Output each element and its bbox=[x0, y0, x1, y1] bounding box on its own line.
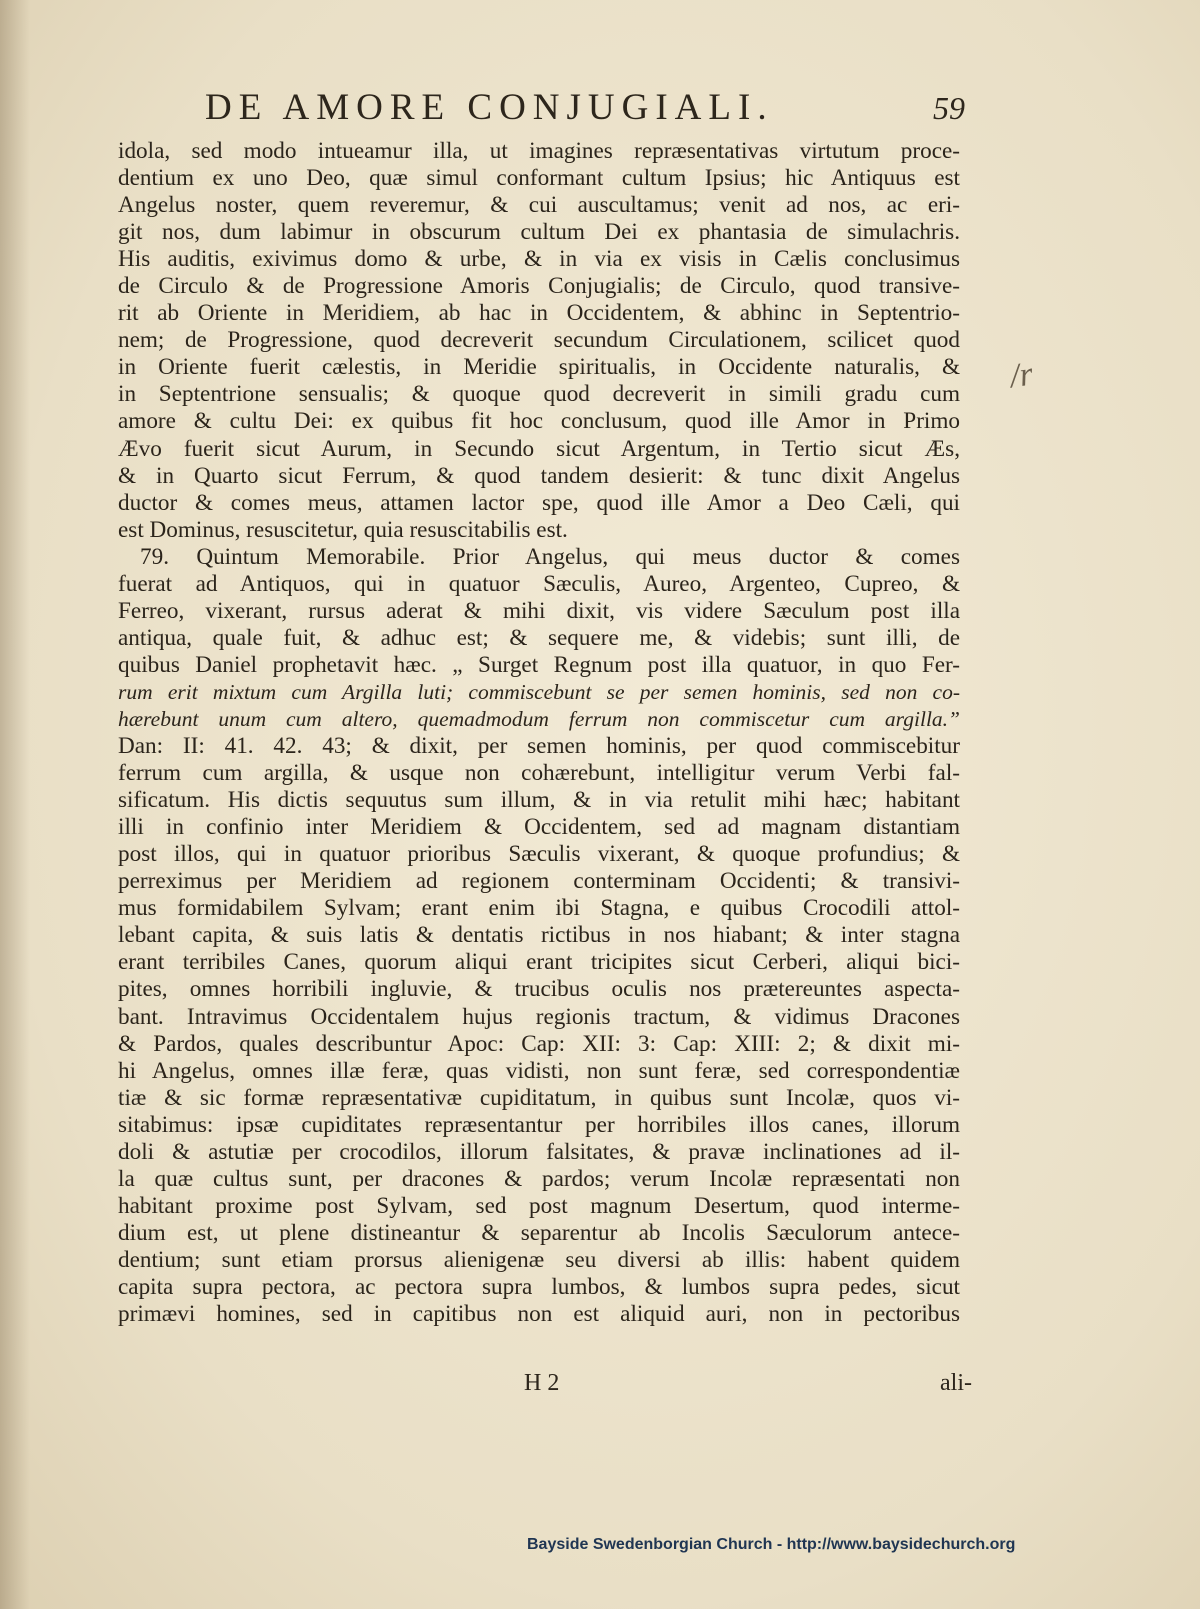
text-line: tiæ & sic formæ repræsentativæ cupiditatum, in quibus sunt Incolæ, quos vi- bbox=[118, 1084, 960, 1111]
text-line: de Circulo & de Progressione Amoris Conjugialis; de Circulo, quod transive- bbox=[118, 273, 960, 300]
text-line: erant terribiles Canes, quorum aliqui erant tricipites sicut Cerberi, aliqui bici- bbox=[118, 949, 960, 976]
quotation-line: rum erit mixtum cum Argilla luti; commiscebunt se per semen hominis, sed non co- bbox=[118, 679, 960, 704]
text-line: His auditis, exivimus domo & urbe, & in via ex visis in Cælis conclusimus bbox=[118, 246, 960, 273]
text-line: dentium; sunt etiam prorsus alienigenæ seu diversi ab illis: habent quidem bbox=[118, 1246, 960, 1273]
text-line: nem; de Progressione, quod decreverit secundum Circulationem, scilicet quod bbox=[118, 327, 960, 354]
memorable-heading-line: 79. Quintum Memorabile. Prior Angelus, qui meus ductor & comes bbox=[140, 543, 960, 570]
text-line: amore & cultu Dei: ex quibus fit hoc conclusum, quod ille Amor in Primo bbox=[118, 408, 960, 435]
text-line: quibus Daniel prophetavit hæc. „ Surget Regnum post illa quatuor, in quo Fer- bbox=[118, 651, 960, 678]
text-line: idola, sed modo intueamur illa, ut imagines repræsentativas virtutum proce- bbox=[118, 138, 960, 164]
text-line: post illos, qui in quatuor prioribus Sæculis vixerant, & quoque profundius; & bbox=[118, 841, 960, 868]
text-line: doli & astutiæ per crocodilos, illorum falsitates, & pravæ inclinationes ad il- bbox=[118, 1138, 960, 1165]
watermark-link-text: Bayside Swedenborgian Church - http://www.baysidechurch.org bbox=[527, 1536, 1016, 1553]
spine-shadow bbox=[0, 0, 30, 1609]
text-line: habitant proxime post Sylvam, sed post magnum Desertum, quod interme- bbox=[118, 1192, 960, 1219]
margin-pencil-note: /r bbox=[1007, 355, 1036, 396]
text-line: git nos, dum labimur in obscurum cultum Dei ex phantasia de simulachris. bbox=[118, 219, 960, 246]
body-text bbox=[118, 138, 960, 1328]
text-line: pites, omnes horribili ingluvie, & trucibus oculis nos prætereuntes aspecta- bbox=[118, 976, 960, 1003]
text-line: est Dominus, resuscitetur, quia resuscitabilis est. bbox=[118, 516, 568, 543]
signature-mark: H 2 bbox=[524, 1370, 560, 1396]
text-line: sitabimus: ipsæ cupiditates repræsentantur per horribiles illos canes, illorum bbox=[118, 1111, 960, 1138]
text-line: illi in confinio inter Meridiem & Occidentem, sed ad magnam distantiam bbox=[118, 814, 960, 841]
text-line: fuerat ad Antiquos, qui in quatuor Sæculis, Aureo, Argenteo, Cupreo, & bbox=[118, 570, 960, 597]
text-line: Angelus noster, quem reveremur, & cui auscultamus; venit ad nos, ac eri- bbox=[118, 192, 960, 219]
text-line: lebant capita, & suis latis & dentatis rictibus in nos hiabant; & inter stagna bbox=[118, 922, 960, 949]
text-line: antiqua, quale fuit, & adhuc est; & sequere me, & videbis; sunt illi, de bbox=[118, 624, 960, 651]
text-line: dium est, ut plene distineantur & separentur ab Incolis Sæculorum antece- bbox=[118, 1219, 960, 1246]
text-line: capita supra pectora, ac pectora supra lumbos, & lumbos supra pedes, sicut bbox=[118, 1273, 960, 1300]
quotation-line: hærebunt unum cum altero, quemadmodum ferrum non commiscetur cum argilla.” bbox=[118, 706, 960, 731]
text-line: bant. Intravimus Occidentalem hujus regionis tractum, & vidimus Dracones bbox=[118, 1003, 960, 1030]
text-line: Ævo fuerit sicut Aurum, in Secundo sicut Argentum, in Tertio sicut Æs, bbox=[118, 435, 960, 462]
text-line: in Septentrione sensualis; & quoque quod decreverit in simili gradu cum bbox=[118, 381, 960, 408]
text-line: mus formidabilem Sylvam; erant enim ibi Stagna, e quibus Crocodili attol- bbox=[118, 895, 960, 922]
text-line: ferrum cum argilla, & usque non cohærebunt, intelligitur verum Verbi fal- bbox=[118, 760, 960, 787]
text-line: dentium ex uno Deo, quæ simul conformant cultum Ipsius; hic Antiquus est bbox=[118, 165, 960, 192]
text-line: hi Angelus, omnes illæ feræ, quas vidisti, non sunt feræ, sed correspondentiæ bbox=[118, 1057, 960, 1084]
text-line: & in Quarto sicut Ferrum, & quod tandem desierit: & tunc dixit Angelus bbox=[118, 462, 960, 489]
text-line: Dan: II: 41. 42. 43; & dixit, per semen hominis, per quod commiscebitur bbox=[118, 733, 960, 760]
catchword: ali- bbox=[940, 1370, 972, 1396]
text-line: perreximus per Meridiem ad regionem conterminam Occidenti; & transivi- bbox=[118, 868, 960, 895]
text-line: sificatum. His dictis sequutus sum illum, & in via retulit mihi hæc; habitant bbox=[118, 787, 960, 814]
text-line: primævi homines, sed in capitibus non est aliquid auri, non in pectoribus bbox=[118, 1301, 960, 1328]
text-line: Ferreo, vixerant, rursus aderat & mihi dixit, vis videre Sæculum post illa bbox=[118, 597, 960, 624]
text-line: & Pardos, quales describuntur Apoc: Cap: XII: 3: Cap: XIII: 2; & dixit mi- bbox=[118, 1030, 960, 1057]
text-line: in Oriente fuerit cælestis, in Meridie spiritualis, in Occidente naturalis, & bbox=[118, 354, 960, 381]
running-head: DE AMORE CONJUGIALI. bbox=[205, 87, 774, 128]
text-line: rit ab Oriente in Meridiem, ab hac in Occidentem, & abhinc in Septentrio- bbox=[118, 300, 960, 327]
page-number: 59 bbox=[933, 90, 965, 126]
text-line: la quæ cultus sunt, per dracones & pardos; verum Incolæ repræsentati non bbox=[118, 1165, 960, 1192]
text-line: ductor & comes meus, attamen lactor spe, quod ille Amor a Deo Cæli, qui bbox=[118, 489, 960, 516]
